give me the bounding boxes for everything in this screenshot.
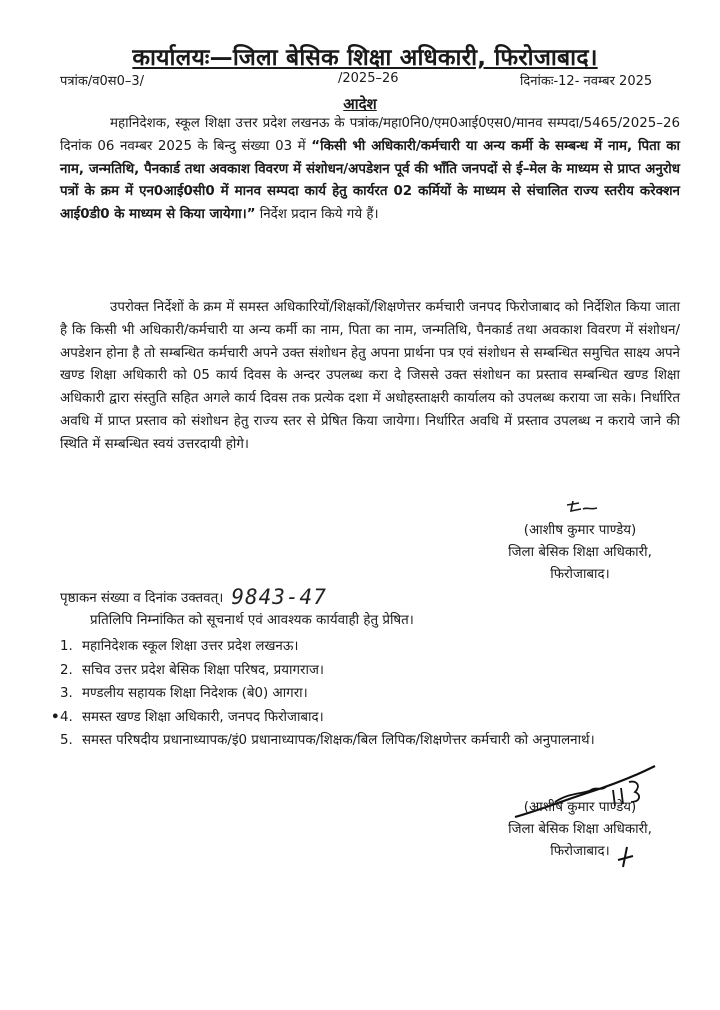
- list-item: 3. मण्डलीय सहायक शिक्षा निदेशक (बे0) आगरा।: [60, 686, 308, 701]
- paragraph-directive: [60, 113, 680, 227]
- directive-quote: “किसी भी अधिकारी/कर्मचारी या अन्य कर्मी के सम्बन्ध में नाम, पिता का नाम, जन्मतिथि, पैनकार्ड तथा अवकाश विवरण में संशोधन/अपडेशन पूर्व की भाँति जनपदों से ई–मेल के माध्यम से प्राप्त अनुरोध पत्रों के क्रम में एन0आई0सी0 में मानव सम्पदा कार्य हेतु कार्यरत 02 कर्मियों के माध्यम से संचालित राज्य स्तरीय करेक्शन आई0डी0 के माध्यम से किया जायेगा।”: [60, 138, 680, 223]
- signatory-designation: जिला बेसिक शिक्षा अधिकारी,: [508, 822, 652, 837]
- signature-block-primary: [470, 520, 690, 586]
- signatory-designation: जिला बेसिक शिक्षा अधिकारी,: [508, 545, 652, 560]
- endorsement-number: 9843-47: [231, 585, 327, 609]
- order-title: आदेश: [343, 95, 377, 113]
- list-item: 2. सचिव उत्तर प्रदेश बेसिक शिक्षा परिषद, प्रयागराज।: [60, 662, 325, 678]
- signatory-name: (आशीष कुमार पाण्डेय): [523, 523, 637, 538]
- list-item: 5. समस्त परिषदीय प्रधानाध्यापक/इं0 प्रधानाध्यापक/शिक्षक/बिल लिपिक/शिक्षणेत्तर कर्मचारी को अनुपालनार्थ।: [60, 733, 595, 748]
- directive-tail: निर्देश प्रदान किये गये हैं।: [259, 207, 379, 223]
- letter-number: पत्रांक/व0स0–3/: [60, 74, 144, 89]
- recipient-list: [51, 635, 685, 753]
- copy-forward-note: प्रतिलिपि निम्नांकित को सूचनार्थ एवं आवश्यक कार्यवाही हेतु प्रेषित।: [90, 613, 414, 628]
- signatory-name: (आशीष कुमार पाण्डेय): [523, 800, 637, 815]
- endorsement-line: [60, 585, 327, 609]
- list-item: 1. महानिदेशक स्कूल शिक्षा उत्तर प्रदेश लखनऊ।: [60, 639, 299, 654]
- signatory-place: फिरोजाबाद।: [550, 567, 610, 582]
- directive-lead: महानिदेशक, स्कूल शिक्षा उत्तर प्रदेश लखनऊ के पत्रांक/महा0नि0/एम0आई0एस0/मानव सम्पदा/5465/2025–26 दिनांक 06 नवम्बर 2025 के बिन्दु संख्या 03 में: [60, 116, 680, 154]
- initials-signature: [563, 497, 603, 517]
- signature-block-endorsement: [470, 797, 690, 863]
- endorsement-label: पृष्ठाकन संख्या व दिनांक उक्तवत्।: [60, 591, 224, 606]
- office-heading: कार्यालयः—जिला बेसिक शिक्षा अधिकारी, फिरोजाबाद।: [132, 45, 598, 71]
- signatory-place: फिरोजाबाद।: [550, 844, 610, 859]
- pen-mark-icon: •: [51, 709, 60, 725]
- pen-tick-icon: [615, 845, 637, 871]
- paragraph-instructions: उपरोक्त निर्देशों के क्रम में समस्त अधिकारियों/शिक्षकों/शिक्षणेत्तर कर्मचारी जनपद फिरोजाबाद को निर्देशित किया जाता है कि किसी भी अधिकारी/कर्मचारी या अन्य कर्मी का नाम, पिता का नाम, जन्मतिथि, पैनकार्ड तथा अवकाश विवरण में संशोधन/अपडेशन होना है तो सम्बन्धित कर्मचारी अपने उक्त संशोधन हेतु अपना प्रार्थना पत्र एवं संशोधन से सम्बन्धित समुचित साक्ष्य अपने खण्ड शिक्षा अधिकारी को 05 कार्य दिवस के अन्दर उपलब्ध करा दे जिससे उक्त संशोधन का प्रस्ताव सम्बन्धित खण्ड शिक्षा अधिकारी द्वारा संस्तुति सहित अगले कार्य दिवस तक प्रत्येक दशा में अधोहस्ताक्षरी कार्यालय को उपलब्ध कराया जा सके। निर्धारित अवधि में प्राप्त प्रस्ताव को संशोधन हेतु राज्य स्तर से प्रेषित किया जायेगा। निर्धारित अवधि में प्रस्ताव उपलब्ध न कराये जाने की स्थिति में सम्बन्धित स्वयं उत्तरदायी होगे।: [60, 300, 680, 452]
- letter-date: दिनांकः-12- नवम्बर 2025: [520, 74, 653, 89]
- letter-year: /2025–26: [338, 71, 399, 86]
- list-item: • 4. समस्त खण्ड शिक्षा अधिकारी, जनपद फिरोजाबाद।: [60, 706, 685, 730]
